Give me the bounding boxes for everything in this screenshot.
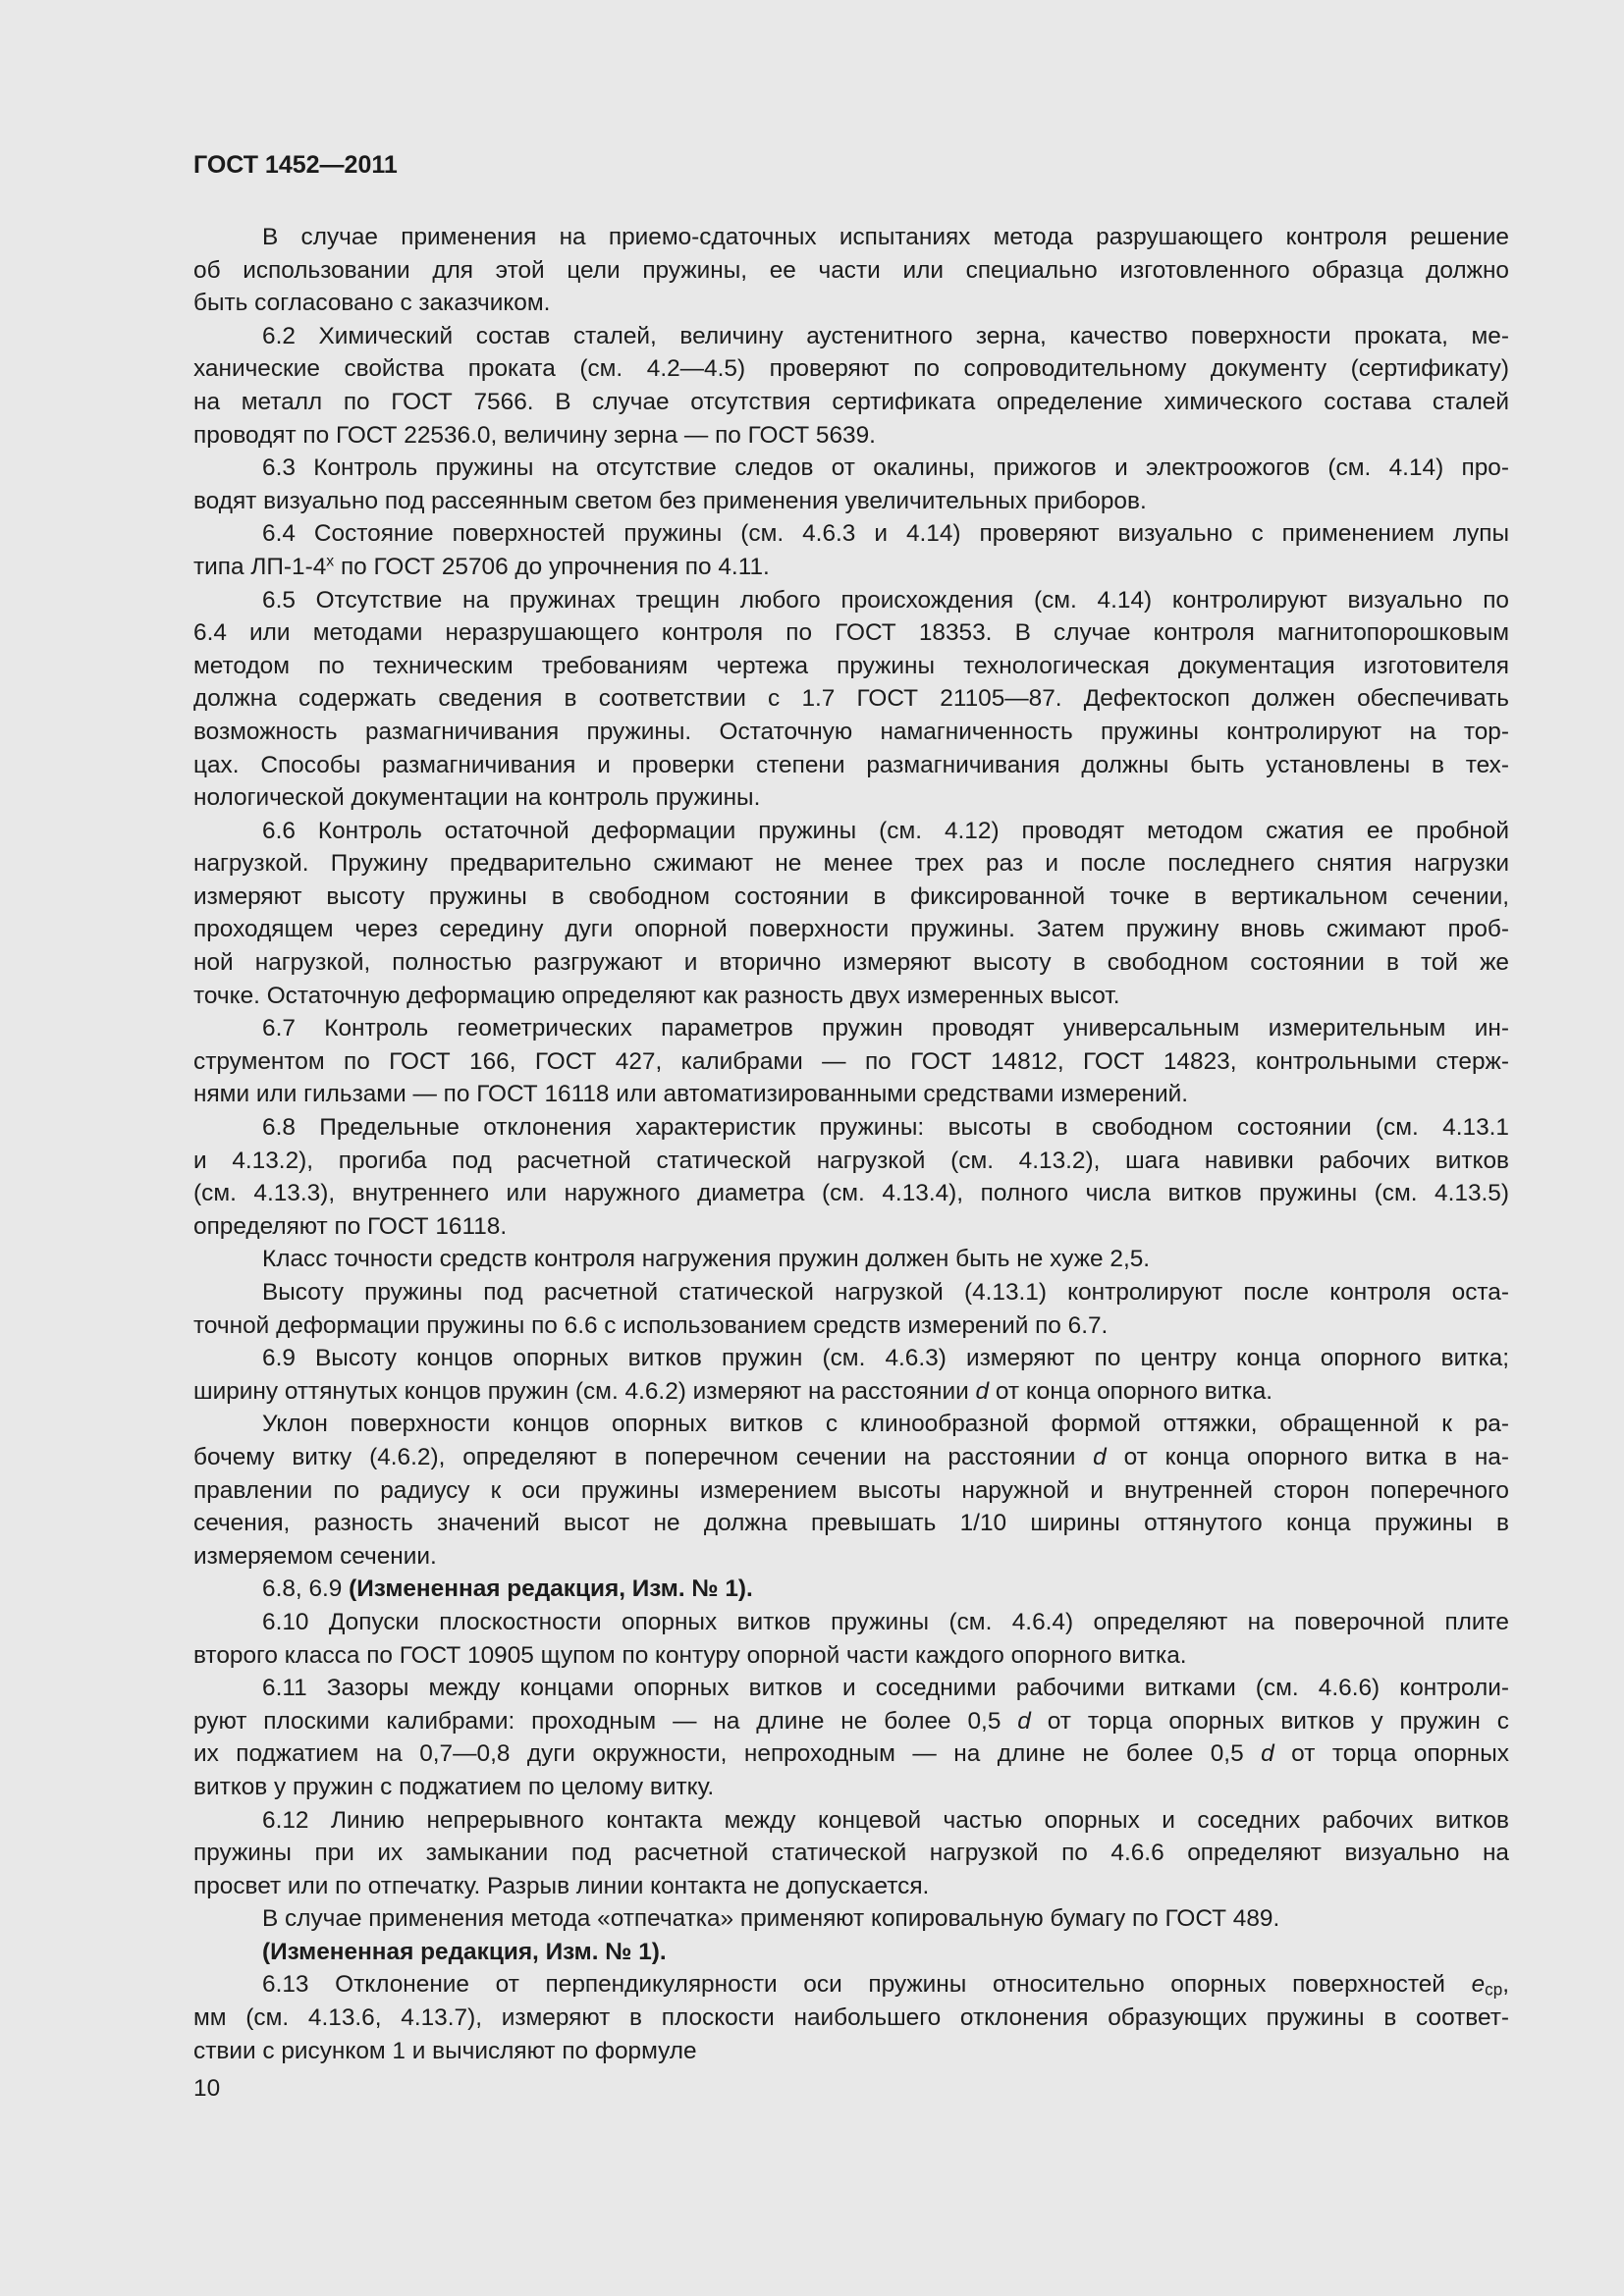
text-line: проводят по ГОСТ 22536.0, величину зерна — по ГОСТ 5639.	[193, 421, 876, 449]
text-fragment: по ГОСТ 25706 до упрочнения по 4.11.	[334, 553, 770, 580]
text-line: струментом по ГОСТ 166, ГОСТ 427, калибрами — по ГОСТ 14812, ГОСТ 14823, контрольными стерж-	[193, 1047, 1509, 1075]
text-line: сечения, разность значений высот не должна превышать 1/10 ширины оттянутого конца пружины в	[193, 1510, 1509, 1537]
text-line: 6.3 Контроль пружины на отсутствие следов от окалины, прижогов и электроожогов (см. 4.14) про-	[262, 454, 1509, 482]
text-fragment: их поджатием на 0,7—0,8 дуги окружности, непроходным — на длине не более 0,5	[193, 1740, 1262, 1768]
text-line: 6.9 Высоту концов опорных витков пружин (см. 4.6.3) измеряют по центру конца опорного витка;	[262, 1345, 1509, 1372]
text-line: 6.10 Допуски плоскостности опорных витков пружины (см. 4.6.4) определяют на поверочной плите	[262, 1608, 1509, 1635]
variable-d: d	[1261, 1740, 1274, 1768]
text-line: просвет или по отпечатку. Разрыв линии контакта не допускается.	[193, 1872, 930, 1899]
text-line	[193, 1968, 1509, 2002]
text-line	[193, 1737, 1509, 1771]
subscript: ср	[1485, 1980, 1503, 2000]
text-fragment: от торца опорных	[1273, 1740, 1509, 1768]
text-line: В случае применения на приемо-сдаточных испытаниях метода разрушающего контроля решение	[262, 224, 1509, 250]
text-line	[193, 1441, 1509, 1474]
text-line: нагрузкой. Пружину предварительно сжимают не менее трех раз и после последнего снятия нагрузки	[193, 850, 1509, 878]
document-header: ГОСТ 1452—2011	[193, 151, 398, 179]
text-line: 6.5 Отсутствие на пружинах трещин любого происхождения (см. 4.14) контролируют визуально по	[262, 586, 1509, 614]
amendment-note: (Измененная редакция, Изм. № 1).	[262, 1938, 667, 1965]
text-fragment: типа ЛП-1-4	[193, 553, 327, 580]
text-line: ствии с рисунком 1 и вычисляют по формуле	[193, 2037, 697, 2064]
text-fragment: от торца опорных витков у пружин с	[1030, 1707, 1509, 1735]
text-line: методом по техническим требованиям чертежа пружины технологическая документация изготовителя	[193, 652, 1509, 679]
text-line: возможность размагничивания пружины. Остаточную намагниченность пружины контролируют на тор-	[193, 718, 1509, 745]
variable-d: d	[975, 1377, 990, 1405]
variable-d: d	[1017, 1707, 1031, 1735]
text-line: 6.2 Химический состав сталей, величину аустенитного зерна, качество поверхности проката, ме-	[262, 322, 1509, 349]
amendment-note: (Измененная редакция, Изм. № 1).	[349, 1575, 753, 1603]
text-line: витков у пружин с поджатием по целому витку.	[193, 1773, 715, 1800]
page-number: 10	[193, 2075, 221, 2102]
text-line: 6.6 Контроль остаточной деформации пружины (см. 4.12) проводят методом сжатия ее пробной	[262, 817, 1509, 844]
text-fragment: руют плоскими калибрами: проходным — на длине не более 0,5	[193, 1707, 1018, 1735]
text-line: Класс точности средств контроля нагружения пружин должен быть не хуже 2,5.	[262, 1246, 1151, 1273]
text-line: пружины при их замыкании под расчетной статической нагрузкой по 4.6.6 определяют визуально на	[193, 1840, 1509, 1867]
variable-d: d	[1093, 1443, 1107, 1470]
text-line: определяют по ГОСТ 16118.	[193, 1212, 508, 1240]
text-line: 6.11 Зазоры между концами опорных витков и соседними рабочими витками (см. 4.6.6) контроли-	[262, 1675, 1509, 1702]
text-fragment: бочему витку (4.6.2), определяют в поперечном сечении на расстоянии	[193, 1443, 1094, 1470]
text-line	[193, 551, 1509, 584]
variable-e: e	[1471, 1971, 1486, 1999]
text-fragment: 6.13 Отклонение от перпендикулярности оси пружины относительно опорных поверхностей	[262, 1971, 1472, 1999]
text-line: нями или гильзами — по ГОСТ 16118 или автоматизированными средствами измерений.	[193, 1081, 1188, 1108]
text-line: Высоту пружины под расчетной статической нагрузкой (4.13.1) контролируют после контроля оста-	[262, 1279, 1509, 1306]
text-line: ханические свойства проката (см. 4.2—4.5) проверяют по сопроводительному документу (сертификату)	[193, 355, 1509, 383]
text-line: на металл по ГОСТ 7566. В случае отсутствия сертификата определение химического состава сталей	[193, 388, 1509, 415]
text-line	[193, 1375, 1509, 1409]
text-line: В случае применения метода «отпечатка» применяют копировальную бумагу по ГОСТ 489.	[262, 1905, 1280, 1933]
text-line: измеряемом сечении.	[193, 1542, 437, 1570]
document-body	[193, 221, 1509, 2067]
text-line: 6.12 Линию непрерывного контакта между концевой частью опорных и соседних рабочих витков	[262, 1806, 1509, 1834]
text-line: и 4.13.2), прогиба под расчетной статической нагрузкой (см. 4.13.2), шага навивки рабочих витков	[193, 1147, 1509, 1174]
text-line: второго класса по ГОСТ 10905 щупом по контуру опорной части каждого опорного витка.	[193, 1641, 1187, 1669]
text-line: ной нагрузкой, полностью разгружают и вторично измеряют высоту в свободном состоянии в той же	[193, 949, 1509, 977]
text-line: мм (см. 4.13.6, 4.13.7), измеряют в плоскости наибольшего отклонения образующих пружины в соответ-	[193, 2004, 1509, 2032]
superscript: х	[326, 553, 335, 570]
text-line: 6.7 Контроль геометрических параметров пружин проводят универсальным измерительным ин-	[262, 1015, 1509, 1042]
text-line: должна содержать сведения в соответствии с 1.7 ГОСТ 21105—87. Дефектоскоп должен обеспечивать	[193, 685, 1509, 713]
text-line: водят визуально под рассеянным светом без применения увеличительных приборов.	[193, 487, 1147, 514]
text-line: быть согласовано с заказчиком.	[193, 290, 551, 317]
text-line	[193, 1573, 1509, 1606]
text-line: 6.4 Состояние поверхностей пружины (см. 4.6.3 и 4.14) проверяют визуально с применением лупы	[262, 520, 1509, 548]
text-line	[193, 1705, 1509, 1738]
text-line: проходящем через середину дуги опорной поверхности пружины. Затем пружину вновь сжимают проб-	[193, 916, 1509, 943]
text-line: об использовании для этой цели пружины, ее части или специально изготовленного образца должно	[193, 256, 1509, 284]
text-line: 6.8 Предельные отклонения характеристик пружины: высоты в свободном состоянии (см. 4.13.1	[262, 1114, 1509, 1142]
text-line: точной деформации пружины по 6.6 с использованием средств измерений по 6.7.	[193, 1311, 1109, 1339]
text-fragment: 6.8, 6.9	[262, 1575, 350, 1603]
text-line: правлении по радиусу к оси пружины измерением высоты наружной и внутренней сторон поперечного	[193, 1476, 1509, 1504]
text-fragment: от конца опорного витка.	[989, 1377, 1273, 1405]
text-fragment: ширину оттянутых концов пружин (см. 4.6.2) измеряют на расстоянии	[193, 1377, 976, 1405]
text-fragment: ,	[1502, 1971, 1509, 1999]
text-line: Уклон поверхности концов опорных витков с клинообразной формой оттяжки, обращенной к ра-	[262, 1411, 1509, 1438]
text-line: 6.4 или методами неразрушающего контроля по ГОСТ 18353. В случае контроля магнитопорошковым	[193, 619, 1509, 647]
text-line: измеряют высоту пружины в свободном состоянии в фиксированной точке в вертикальном сечении,	[193, 882, 1509, 910]
text-fragment: от конца опорного витка в на-	[1106, 1443, 1509, 1470]
text-line: цах. Способы размагничивания и проверки степени размагничивания должны быть установлены в тех-	[193, 751, 1509, 778]
text-line: точке. Остаточную деформацию определяют как разность двух измеренных высот.	[193, 982, 1120, 1009]
text-line: (см. 4.13.3), внутреннего или наружного диаметра (см. 4.13.4), полного числа витков пружины (см. 4.13.5)	[193, 1180, 1509, 1207]
text-line: нологической документации на контроль пружины.	[193, 784, 761, 812]
